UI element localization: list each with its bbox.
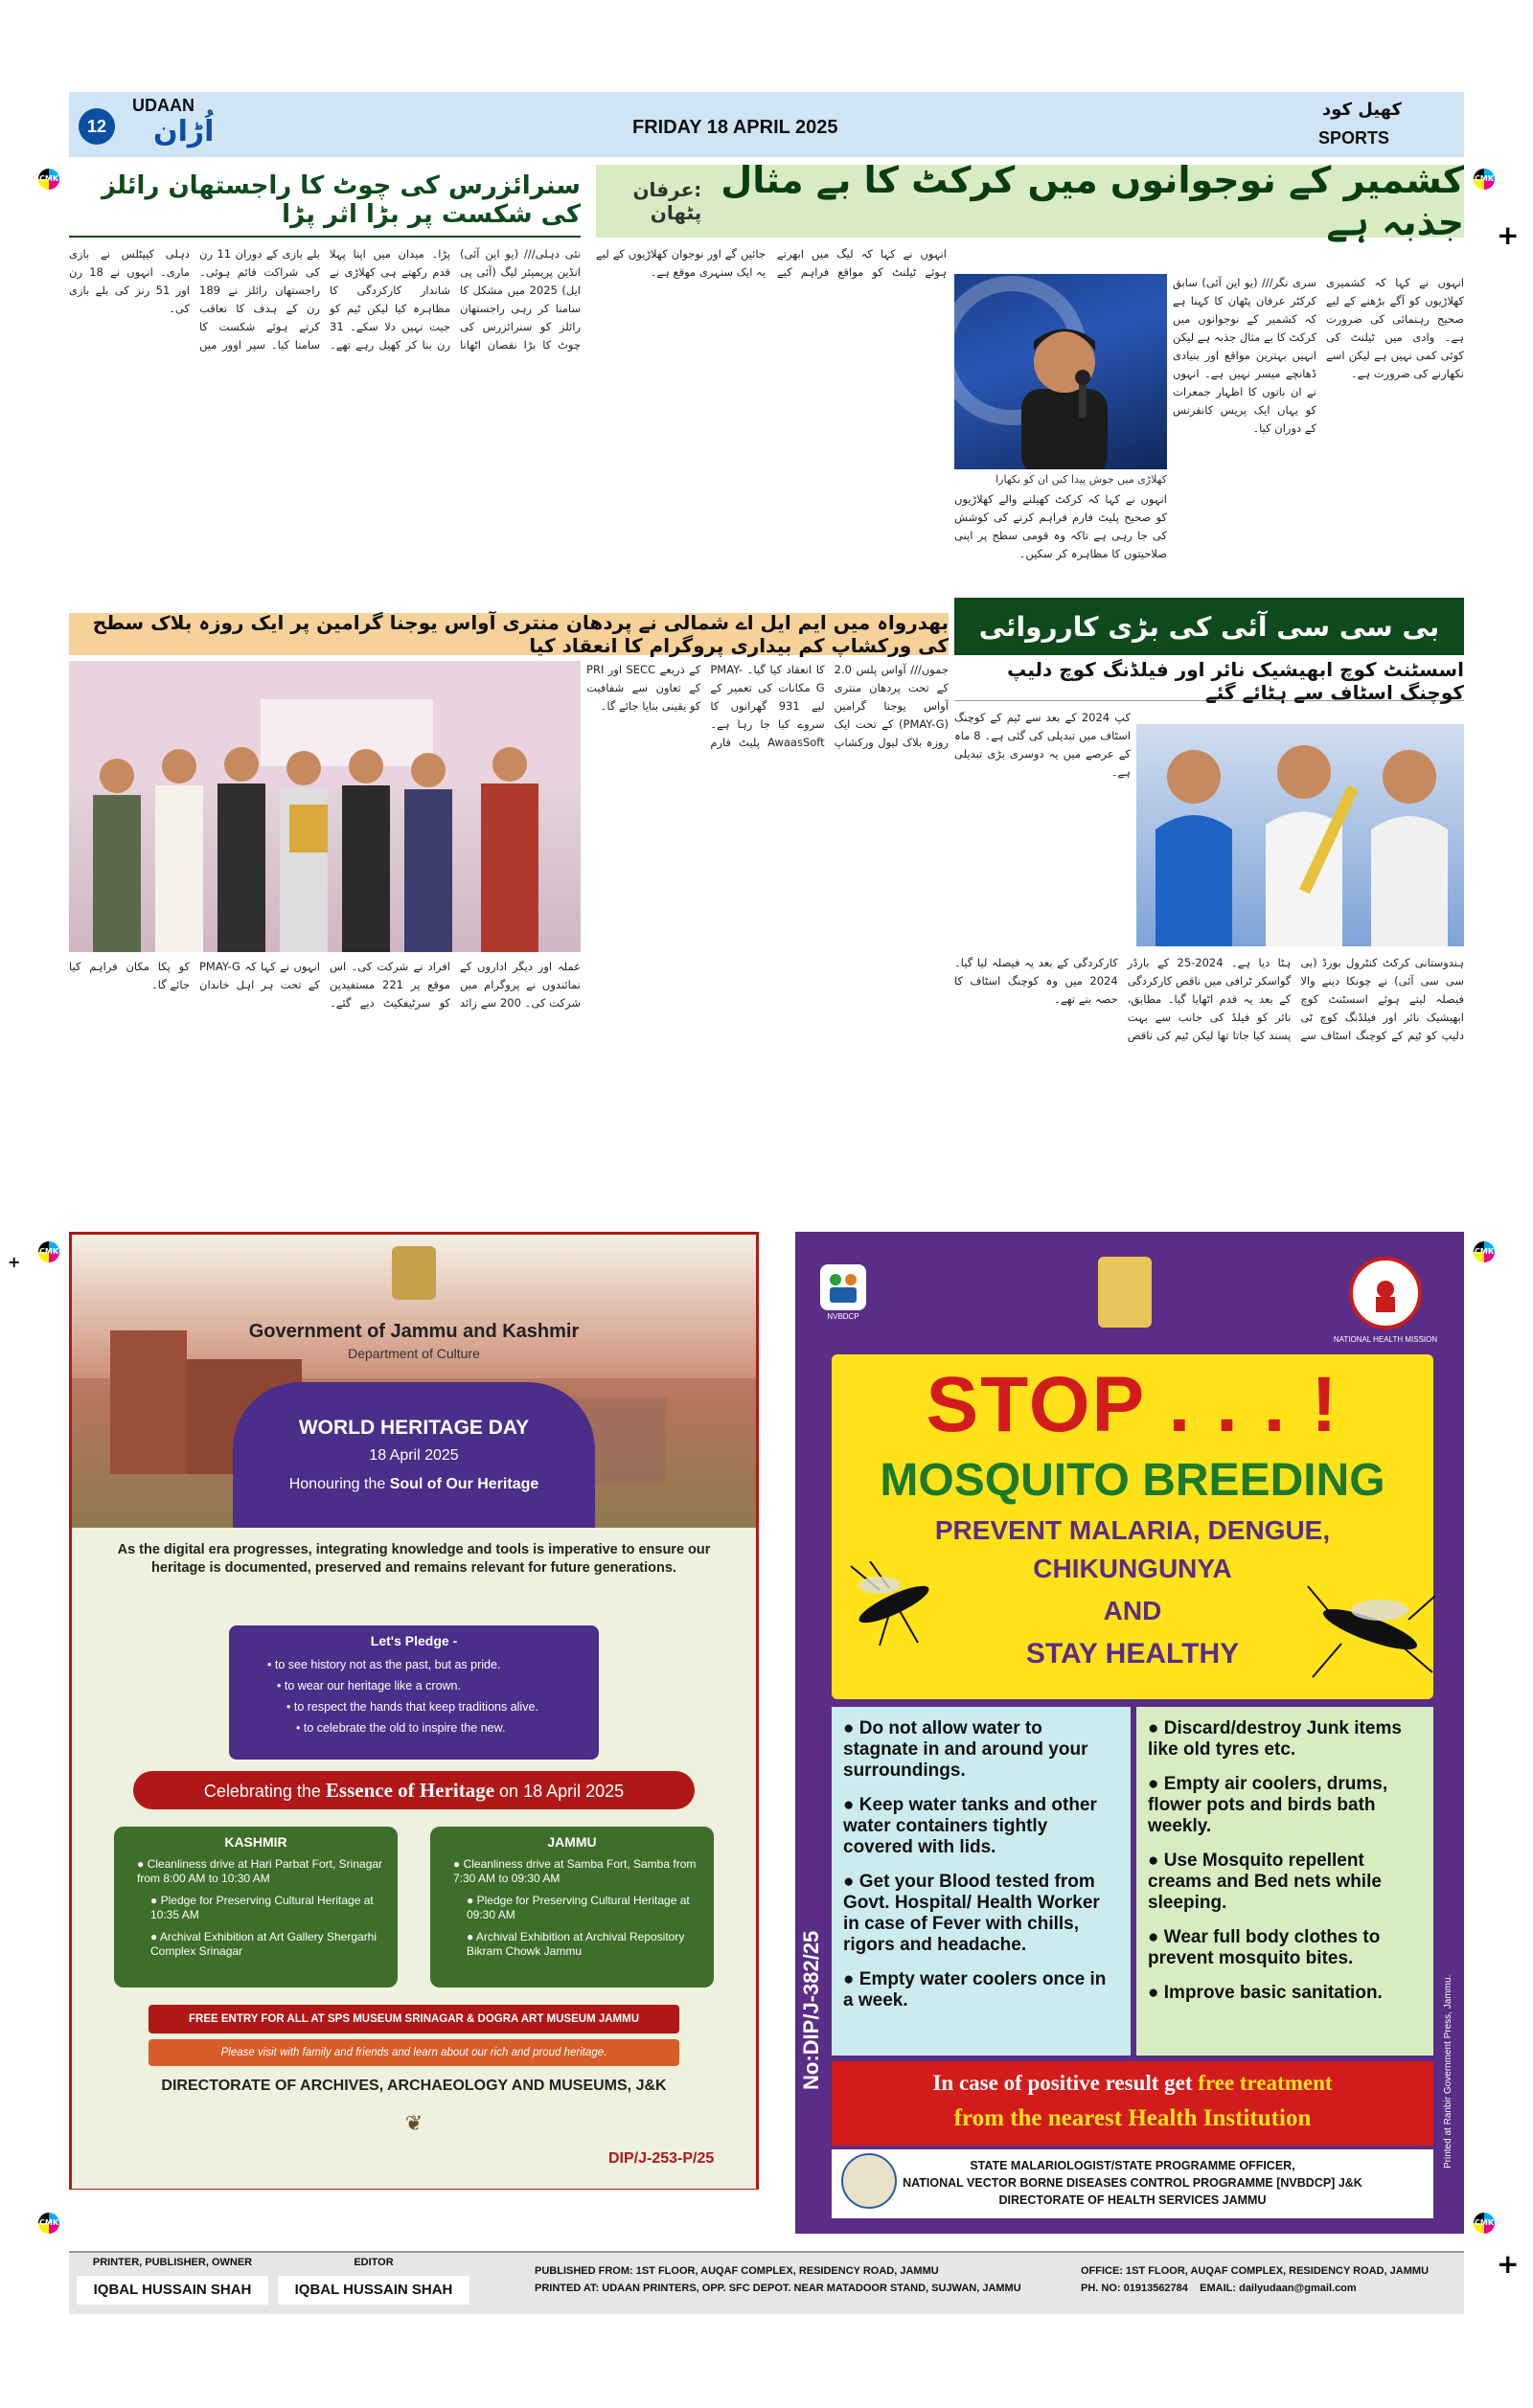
- and-line: AND: [1103, 1596, 1162, 1625]
- pledge-item: • to celebrate the old to inspire the new.: [296, 1721, 506, 1735]
- tip-item: ● Improve basic sanitation.: [1148, 1983, 1383, 2003]
- event-list: [430, 1857, 714, 1959]
- story-columns: [69, 958, 581, 1218]
- story-column: نئی دہلی/// (یو این آئی) انڈین پریمیئر لیگ (آئی پی ایل) 2025 میں مشکل کا سامنا کر رہی راجستھان رائلز کو سنرائزرس کی چوٹ کا بڑا نقصان اٹھانا پڑا۔: [431, 247, 581, 352]
- event-text: Pledge for Preserving Cultural Heritage at 09:30 AM: [467, 1894, 690, 1921]
- issue-date: FRIDAY 18 APRIL 2025: [632, 117, 838, 138]
- event-text: Archival Exhibition at Art Gallery Shergarhi Complex Srinagar: [150, 1930, 378, 1958]
- editor-name: IQBAL HUSSAIN SHAH: [278, 2276, 469, 2305]
- story-columns: [69, 245, 581, 596]
- state-emblem-icon: [1098, 1257, 1152, 1328]
- tip-item: ● Empty water coolers once in a week.: [843, 1969, 1107, 2010]
- issuer-line: DIRECTORATE OF HEALTH SERVICES JAMMU: [998, 2193, 1267, 2207]
- ad-reference: No:DIP/J-382/25: [799, 1930, 823, 2090]
- event-date: 18 April 2025: [369, 1447, 459, 1464]
- pledge-item: • to respect the hands that keep traditions alive.: [286, 1700, 538, 1714]
- tip-text: Empty air coolers, drums, flower pots and birds bath weekly.: [1148, 1774, 1388, 1836]
- headline-sunrisers: سنرائزرس کی چوٹ کا راجستھان رائلز کی شکست پر بڑا اثر پڑا: [69, 165, 581, 238]
- nearest-line: from the nearest Health Institution: [953, 2105, 1312, 2131]
- subheadline-bcci: اسسٹنٹ کوچ ابھیشیک نائر اور فیلڈنگ کوچ دلیپ کوچنگ اسٹاف سے ہٹائے گئے: [954, 661, 1464, 701]
- story-column: کپ 2024 کے بعد سے ٹیم کے کوچنگ اسٹاف میں تبدیلی کی گئی ہے۔ 8 ماہ کے عرصے میں یہ دوسری بڑی تبدیلی ہے۔: [954, 711, 1131, 779]
- photo-ceremony: [69, 661, 581, 952]
- nvbdcp-logo-icon: [820, 1264, 866, 1310]
- pledge-title: Let's Pledge -: [370, 1633, 458, 1648]
- tip-text: Empty water coolers once in a week.: [843, 1969, 1107, 2010]
- free-entry-banner: FREE ENTRY FOR ALL AT SPS MUSEUM SRINAGAR & DOGRA ART MUSEUM JAMMU: [149, 2005, 679, 2033]
- editor-label: EDITOR: [354, 2257, 394, 2268]
- story-column: ہندوستانی کرکٹ کنٹرول بورڈ (بی سی سی آئی) نے چونکا دینے والا فیصلہ لیتے ہوئے اسسٹنٹ کوچ ابھیشیک نائر اور فیلڈنگ کوچ ٹی دلیپ کو ٹیم کے کوچنگ اسٹاف سے ہٹا دیا ہے۔ 2024-25 کے بارڈر گواسکر ٹرافی میں ناقص کارکردگی کے بعد یہ قدم اٹھایا گیا۔: [1127, 956, 1464, 1042]
- story-column: میدان میں اپنا پہلا قدم رکھتے ہی کھلاڑی نے شاندار کارکردگی کا مظاہرہ کیا لیکن ٹیم کو جیت نہیں دلا سکے۔ 31 رن بنا کر کھیل رہے تھے۔: [330, 247, 450, 352]
- tip-item: ● Wear full body clothes to prevent mosquito bites.: [1148, 1927, 1381, 1968]
- region-title: JAMMU: [547, 1834, 597, 1850]
- story-column: بلے بازی کے دوران 11 رن کی شراکت قائم ہوئی۔ راجستھان رائلز نے 189 رن کے ہدف کا تعاقب کرتے ہوئے شکست کا سامنا کیا۔: [199, 247, 320, 352]
- crop-mark: +: [1497, 219, 1520, 251]
- ad-reference: DIP/J-253-P/25: [608, 2150, 715, 2167]
- byline: :عرفان پٹھان: [632, 178, 702, 224]
- event-item: ● Pledge for Preserving Cultural Heritage at 10:35 AM: [150, 1894, 374, 1921]
- registration-mark: CMK: [38, 169, 59, 190]
- section-name-english: SPORTS: [1318, 128, 1390, 148]
- positive-line: [832, 2071, 1433, 2096]
- event-tagline: [233, 1476, 595, 1493]
- ad-mosquito-breeding: [795, 1232, 1464, 2234]
- tips-left: [832, 1707, 1131, 2056]
- tip-text: Do not allow water to stagnate in and around your surroundings.: [843, 1718, 1088, 1781]
- registration-mark: CMK: [1474, 1241, 1495, 1262]
- mosquito-icon: [841, 1561, 947, 1647]
- story-column: انہوں نے کہا کہ کرکٹ کھیلنے والے کھلاڑیوں کو صحیح پلیٹ فارم فراہم کرنے کی کوشش کی جا رہی ہے تاکہ وہ قومی سطح پر اپنی صلاحیتوں کا مظاہرہ کر سکیں۔: [954, 492, 1167, 560]
- ad-gov-title: Government of Jammu and Kashmir: [248, 1321, 580, 1342]
- registration-mark: CMK: [38, 1241, 59, 1262]
- photo-irfan-pathan: [954, 274, 1167, 469]
- tip-item: ● Get your Blood tested from Govt. Hospital/ Health Worker in case of Fever with chills, rigors and headache.: [843, 1872, 1100, 1955]
- story-column: عملہ اور دیگر اداروں کے نمائندوں نے پروگرام میں شرکت کی۔ 200 سے زائد افراد نے شرکت کی۔: [351, 960, 581, 1010]
- office-address: OFFICE: 1ST FLOOR, AUQAF COMPLEX, RESIDENCY ROAD, JAMMU: [1081, 2265, 1430, 2277]
- event-item: ● Cleanliness drive at Samba Fort, Samba from 7:30 AM to 09:30 AM: [453, 1857, 697, 1885]
- tip-text: Keep water tanks and other water containers tightly covered with lids.: [843, 1795, 1097, 1857]
- brand-name-urdu: اُڑان: [153, 115, 215, 148]
- event-title: WORLD HERITAGE DAY: [298, 1417, 530, 1439]
- headline-kashmir-cricket: [596, 159, 1464, 243]
- headline-text: کشمیر کے نوجوانوں میں کرکٹ کا بے مثال جذبہ ہے: [721, 159, 1464, 243]
- pledge-item: • to wear our heritage like a crown.: [277, 1679, 461, 1692]
- photo-caption: کھلاڑی میں جوش پیدا کیں ان کو نکھارا: [995, 473, 1167, 486]
- tip-item: ● Use Mosquito repellent creams and Bed nets while sleeping.: [1148, 1851, 1382, 1913]
- office-info: [1081, 2262, 1464, 2297]
- tip-item: ● Discard/destroy Junk items like old tyres etc.: [1148, 1718, 1402, 1760]
- event-text: Cleanliness drive at Hari Parbat Fort, Srinagar from 8:00 AM to 10:30 AM: [137, 1857, 383, 1885]
- pledge-text: to see history not as the past, but as pride.: [274, 1658, 501, 1671]
- phone-number: PH. NO: 01913562784: [1081, 2283, 1188, 2294]
- contact-line: [1081, 2280, 1464, 2297]
- registration-mark: CMK: [1474, 2213, 1495, 2234]
- nhm-logo-icon: [1349, 1257, 1422, 1329]
- positive-result-banner: [832, 2061, 1433, 2146]
- tip-text: Use Mosquito repellent creams and Bed nets while sleeping.: [1148, 1851, 1382, 1913]
- chikungunya-line: CHIKUNGUNYA: [1033, 1554, 1232, 1583]
- printed-note: Printed at Ranbir Government Press, Jammu.: [1443, 1974, 1453, 2169]
- printer-label: PRINTER, PUBLISHER, OWNER: [92, 2257, 253, 2268]
- tagline-bold: Soul of Our Heritage: [389, 1476, 539, 1492]
- headline-bhaderwah: بھدرواہ میں ایم ایل اے شمالی نے پردھان منتری آواس یوجنا گرامین پر ایک روزہ بلاک سطح کی ورکشاپ کم بیداری پروگرام کا انعقاد کیا: [69, 613, 949, 655]
- printer-name: IQBAL HUSSAIN SHAH: [77, 2276, 268, 2305]
- event-text: Pledge for Preserving Cultural Heritage at 10:35 AM: [150, 1894, 374, 1921]
- published-from: PUBLISHED FROM: 1ST FLOOR, AUQAF COMPLEX, RESIDENCY ROAD, JAMMU: [535, 2265, 939, 2277]
- tip-item: ● Keep water tanks and other water containers tightly covered with lids.: [843, 1795, 1097, 1857]
- story-column: سری نگر/// (یو این آئی) سابق کرکٹر عرفان پٹھان کا کہنا ہے کہ کشمیر کے نوجوانوں میں کرکٹ کا بے مثال جذبہ ہے لیکن انہیں بہترین مواقع اور بنیادی ڈھانچے میسر نہیں ہے۔ انہوں نے ان باتوں کا اظہار جمعرات کو یہاں ایک پریس کانفرنس کے دوران کیا۔: [1173, 276, 1316, 435]
- state-emblem-icon: [392, 1246, 436, 1300]
- story-column: مطابق، نائر کو فیلڈ کی جانب سے بہت پسند کیا جاتا تھا لیکن ٹیم کی ناقص کارکردگی کے بعد یہ فیصلہ لیا گیا۔ 2024 میں وہ کوچنگ اسٹاف کا حصہ بنے تھے۔: [954, 956, 1292, 1042]
- tips-right: [1136, 1707, 1433, 2056]
- celebrating-date: on 18 April 2025: [494, 1782, 625, 1801]
- story-column: جموں/// آواس پلس 2.0 کے تحت پردھان منتری آواس یوجنا گرامین (PMAY-G) کے تحت ایک روزہ بلاک لیول ورکشاپ کا انعقاد کیا گیا۔: [746, 663, 949, 749]
- event-badge: [233, 1382, 595, 1528]
- tip-item: ● Do not allow water to stagnate in and around your surroundings.: [843, 1718, 1088, 1781]
- pledge-text: to respect the hands that keep traditions alive.: [293, 1700, 538, 1714]
- registration-mark: CMK: [38, 2213, 59, 2234]
- pledge-box: [229, 1625, 599, 1760]
- stay-healthy-line: STAY HEALTHY: [1025, 1638, 1240, 1670]
- publication-info: [535, 2262, 1052, 2297]
- stop-heading: STOP . . . !: [926, 1361, 1339, 1448]
- email-address: EMAIL: dailyudaan@gmail.com: [1200, 2283, 1357, 2294]
- ceremony-illustration: [69, 661, 581, 952]
- visit-banner: Please visit with family and friends and learn about our rich and proud heritage.: [149, 2039, 679, 2066]
- ornament-icon: ❦: [404, 2112, 423, 2136]
- jammu-events: [430, 1827, 714, 1988]
- region-title: KASHMIR: [224, 1834, 287, 1850]
- story-column: سپر اوور میں دہلی کیپٹلس نے بازی ماری۔ انہوں نے 18 رن اور 51 رنز کی بلے بازی کی۔: [69, 247, 266, 352]
- brand-name-english: UDAAN: [132, 96, 194, 115]
- mosquito-title: MOSQUITO BREEDING: [880, 1455, 1385, 1506]
- ad-world-heritage-day: [69, 1232, 759, 2190]
- prevent-line: PREVENT MALARIA, DENGUE,: [934, 1515, 1331, 1545]
- crop-mark: +: [1497, 2248, 1520, 2280]
- headline-bcci: بی سی سی آئی کی بڑی کارروائی: [954, 598, 1464, 655]
- printed-at: PRINTED AT: UDAAN PRINTERS, OPP. SFC DEPOT. NEAR MATADOOR STAND, SUJWAN, JAMMU: [535, 2283, 1021, 2294]
- page-number: 12: [79, 108, 115, 145]
- issuer-line: NATIONAL VECTOR BORNE DISEASES CONTROL PROGRAMME [NVBDCP] J&K: [903, 2176, 1362, 2190]
- tip-text: Wear full body clothes to prevent mosquito bites.: [1148, 1927, 1381, 1968]
- pledge-text: to wear our heritage like a crown.: [284, 1679, 461, 1692]
- mosquito-icon: [1303, 1577, 1437, 1682]
- pledge-text: to celebrate the old to inspire the new.: [303, 1721, 506, 1735]
- positive-text: In case of positive result get: [932, 2071, 1199, 2095]
- issuer-line: STATE MALARIOLOGIST/STATE PROGRAMME OFFICER,: [970, 2159, 1295, 2172]
- registration-mark: CMK: [1474, 169, 1495, 190]
- event-text: Cleanliness drive at Samba Fort, Samba from 7:30 AM to 09:30 AM: [453, 1857, 697, 1885]
- celebrating-banner: [133, 1771, 695, 1809]
- tip-text: Get your Blood tested from Govt. Hospital/ Health Worker in case of Fever with chills, rigors and headache.: [843, 1872, 1100, 1955]
- tagline-text: Honouring the: [288, 1476, 390, 1492]
- story-column: اس موقع پر 221 مستفیدین کو سرٹیفکیٹ دیے گئے۔ انہوں نے کہا کہ PMAY-G کے تحت ہر اہل خاندان کو پکا مکان فراہم کیا جائے گا۔: [69, 960, 451, 1010]
- story-column: انہوں نے کہا کہ لیگ میں ابھرتے ہوئے ٹیلنٹ کو مواقع فراہم کیے جائیں گے اور نوجوان کھلاڑیوں کے لیے یہ ایک سنہری موقع ہے۔: [596, 247, 947, 279]
- issuer-box: [832, 2149, 1433, 2218]
- nvbdcp-label: NVBDCP: [827, 1312, 859, 1321]
- crop-mark: +: [8, 1253, 21, 1271]
- nhm-label: NATIONAL HEALTH MISSION: [1333, 1335, 1438, 1344]
- tip-text: Improve basic sanitation.: [1163, 1983, 1383, 2003]
- story-column: PMAY-G مکانات کی تعمیر کے لیے 931 گھرانوں کا سروے کیا جا رہا ہے۔ AwaasSoft پلیٹ فارم کے ذریعے SECC اور PRI کے تعاون سے شفافیت کو یقینی بنایا جائے گا۔: [586, 663, 825, 749]
- celebrating-text: Celebrating the: [203, 1782, 326, 1801]
- event-list: [114, 1857, 398, 1959]
- event-item: ● Pledge for Preserving Cultural Heritage at 09:30 AM: [467, 1894, 690, 1921]
- celebrating-bold: Essence of Heritage: [325, 1779, 495, 1802]
- story-columns: [954, 954, 1464, 1218]
- event-item: ● Cleanliness drive at Hari Parbat Fort, Srinagar from 8:00 AM to 10:30 AM: [137, 1857, 383, 1885]
- story-column: انہوں نے کہا کہ کشمیری کھلاڑیوں کو آگے بڑھنے کے لیے صحیح رہنمائی کی ضرورت ہے۔ وادی میں ٹیلنٹ کی کوئی کمی نہیں ہے لیکن اسے نکھارنے کی ضرورت ہے۔: [1326, 276, 1464, 380]
- tip-text: Discard/destroy Junk items like old tyres etc.: [1148, 1718, 1402, 1760]
- ad-dept-title: Department of Culture: [348, 1346, 480, 1361]
- tip-item: ● Empty air coolers, drums, flower pots and birds bath weekly.: [1148, 1774, 1388, 1836]
- pledge-item: • to see history not as the past, but as pride.: [267, 1658, 501, 1671]
- event-item: ● Archival Exhibition at Art Gallery Shergarhi Complex Srinagar: [150, 1930, 378, 1958]
- positive-highlight: free treatment: [1198, 2071, 1333, 2095]
- photo-cricketers: [1136, 724, 1464, 946]
- event-item: ● Archival Exhibition at Archival Repository Bikram Chowk Jammu: [467, 1930, 685, 1958]
- health-services-logo-icon: [841, 2153, 897, 2209]
- story-columns: [586, 661, 949, 1218]
- tips-list: [1136, 1707, 1433, 2004]
- press-conference-illustration: [954, 274, 1167, 469]
- section-name-urdu: کھیل کود: [1322, 100, 1403, 120]
- directorate-name: DIRECTORATE OF ARCHIVES, ARCHAEOLOGY AND MUSEUMS, J&K: [161, 2078, 667, 2094]
- tips-list: [832, 1707, 1131, 2011]
- kashmir-events: [114, 1827, 398, 1988]
- pledge-list: [267, 1654, 599, 1738]
- ad-intro: As the digital era progresses, integrating knowledge and tools is imperative to ensure our heritage is documented, preserved and remains relevant for future generations.: [117, 1542, 711, 1576]
- cricketers-illustration: [1136, 724, 1464, 946]
- event-text: Archival Exhibition at Archival Repository Bikram Chowk Jammu: [467, 1930, 685, 1958]
